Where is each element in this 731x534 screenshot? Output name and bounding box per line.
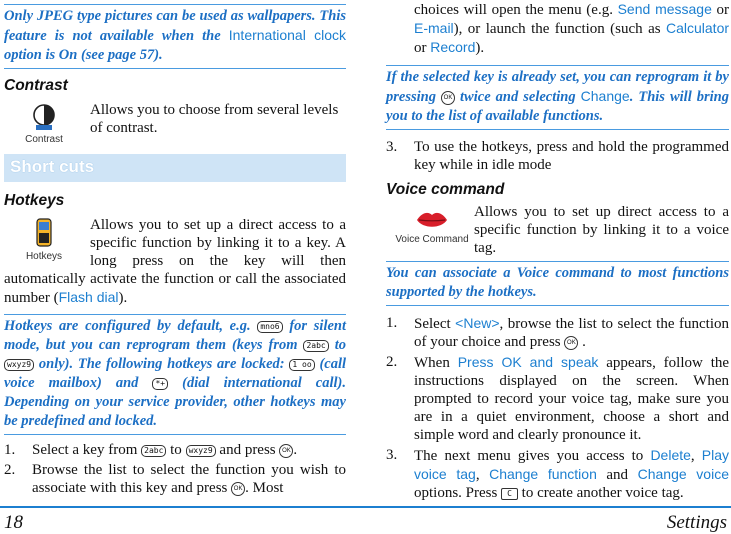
hotkeys-description: Allows you to set up a direct access to a specific function by linking it to a key. A long press on the key will then automatically activate the function or call the associated number (Flash dial). — [4, 217, 346, 306]
lips-icon: Voice Command — [394, 209, 470, 245]
footer-title: Settings — [666, 512, 727, 533]
hotkeys-step-2-continued: choices will open the menu (e.g. Send message or E-mail), or launch the function (such as Calculator or Record). — [414, 1, 730, 56]
hotkeys-note: Hotkeys are configured by default, e.g. mno6 for silent mode, but you can reprogram them (keys from 2abc to wxyz9 only). The following hotkeys are locked: 1 oo (call voice mailbox) and *+ (dial international call). Depending on your service provider, other hotkeys may be predefined and locked. — [4, 318, 347, 429]
page-footer — [0, 506, 731, 533]
section-band: Short cuts — [4, 154, 346, 182]
ok-key-icon: OK — [441, 91, 455, 105]
play-voice-tag-link: Play voice tag — [414, 447, 730, 482]
left-column — [4, 0, 346, 497]
hotkeys-step-1: 1. Select a key from 2abc to wxyz9 and press OK . — [4, 442, 298, 458]
change-voice-link: Change voice — [637, 466, 729, 482]
key-star-icon: *+ — [152, 378, 168, 390]
key-9-icon: wxyz9 — [186, 445, 216, 457]
contrast-description: Allows you to choose from several levels of contrast. — [90, 102, 339, 136]
ok-key-icon: OK — [231, 482, 245, 496]
voice-step-1: 1. Select <New>, browse the list to select the function of your choice and press OK . — [386, 315, 729, 350]
right-column — [386, 0, 729, 502]
change-link: Change — [580, 88, 630, 104]
new-link: <New> — [455, 315, 500, 331]
email-link: E-mail — [414, 20, 454, 36]
voice-step-2: 2. When Press OK and speak appears, follow the instructions displayed on the screen. When prompted to record your voice tag, make sure you are in a quiet environment, choose a short and simple word and clearly pronounce it. — [386, 354, 730, 443]
ok-key-icon: OK — [279, 444, 293, 458]
hotkeys-icon: Hotkeys — [4, 218, 84, 262]
press-ok-and-speak-link: Press OK and speak — [457, 354, 599, 370]
voice-step-3: 3. The next menu gives you access to Delete, Play voice tag, Change function and Change voice options. Press C to create another voice tag. — [386, 447, 730, 501]
wallpaper-note: Only JPEG type pictures can be used as wallpapers. This feature is not available when the International clock option is On (see page 57). — [4, 8, 347, 63]
change-function-link: Change function — [489, 466, 597, 482]
voice-command-block — [386, 201, 729, 261]
reprogram-note: If the selected key is already set, you can reprogram it by pressing OK twice and selecting Change. This will bring you to the list of available functions. — [386, 69, 729, 124]
voice-command-heading: Voice command — [386, 181, 505, 198]
key-6-icon: mno6 — [257, 321, 282, 333]
contrast-icon: Contrast — [4, 103, 84, 145]
hotkeys-block — [4, 216, 346, 307]
send-message-link: Send message — [617, 1, 712, 17]
hotkeys-step-2: 2. Browse the list to select the function you wish to associate with this key and press OK . Most — [4, 462, 346, 496]
record-link: Record — [430, 39, 476, 55]
page-number: 18 — [4, 512, 23, 533]
hotkeys-step-3: 3. To use the hotkeys, press and hold the programmed key while in idle mode — [386, 139, 729, 173]
delete-link: Delete — [650, 447, 691, 463]
c-key-icon: C — [501, 488, 518, 500]
hotkeys-heading: Hotkeys — [4, 192, 65, 209]
ok-key-icon: OK — [564, 336, 578, 350]
contrast-heading: Contrast — [4, 77, 68, 94]
voice-command-note: You can associate a Voice command to most functions supported by the hotkeys. — [386, 265, 729, 300]
voice-command-description: Allows you to set up direct access to a specific function by linking it to a voice tag. — [474, 204, 729, 256]
key-2-icon: 2abc — [141, 445, 166, 457]
flash-dial-link: Flash dial — [58, 289, 119, 305]
contrast-block — [4, 95, 346, 151]
calculator-link: Calculator — [665, 20, 730, 36]
key-1-icon: 1 oo — [289, 359, 314, 371]
international-clock-link: International clock — [228, 27, 347, 43]
key-2-icon: 2abc — [303, 340, 328, 352]
key-9-icon: wxyz9 — [4, 359, 34, 371]
